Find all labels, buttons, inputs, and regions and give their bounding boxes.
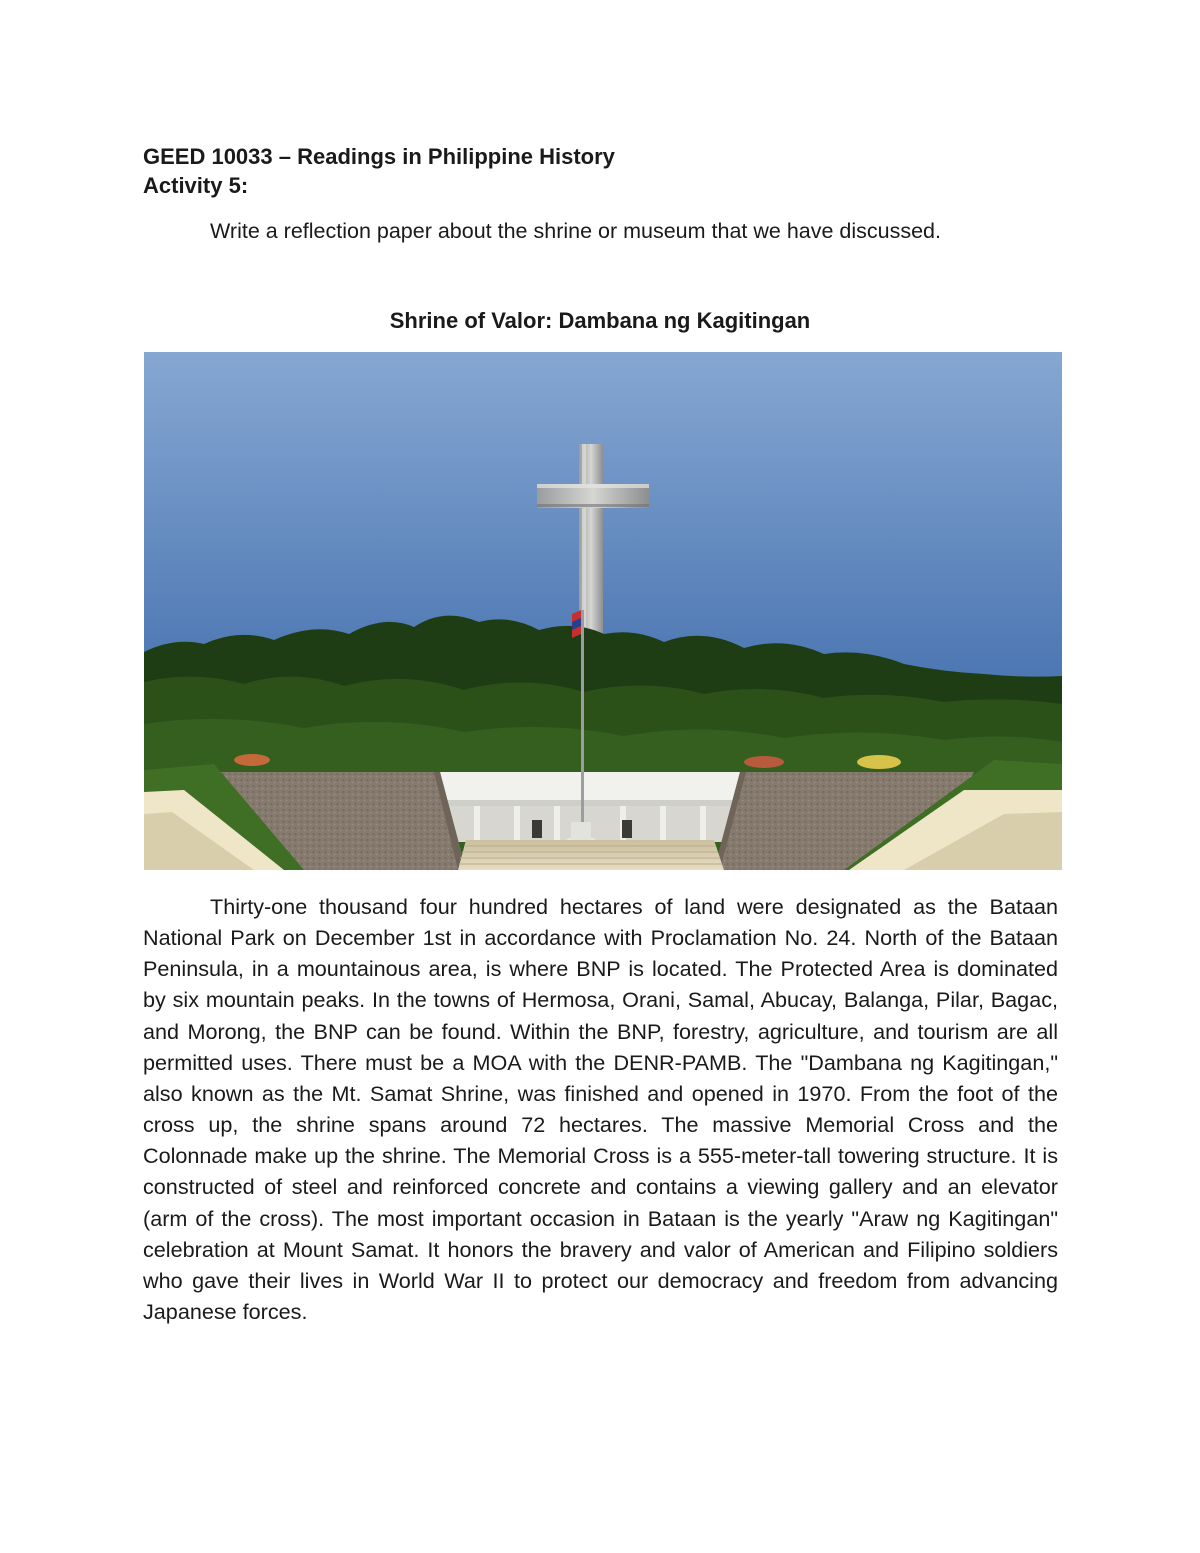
instruction-text: Write a reflection paper about the shrine or museum that we have discussed. xyxy=(210,219,941,243)
essay-title: Shrine of Valor: Dambana ng Kagitingan xyxy=(389,308,811,333)
stairs xyxy=(458,840,724,870)
activity-label: Activity 5: xyxy=(143,173,249,198)
essay-paragraph: Thirty-one thousand four hundred hectares of land were designated as the Bataan National Park on December 1st in accordance with Proclamation No. 24. North of the Bataan Peninsula, in a mountainous area, is where BNP is located. The Protected Area is dominated by six mountain peaks. In the towns of Hermosa, Orani, Samal, Abucay, Balanga, Pilar, Bagac, and Morong, the BNP can be found. Within the BNP, forestry, agriculture, and tourism are all permitted uses. There must be a MOA with the DENR-PAMB. The "Dambana ng Kagitingan," also known as the Mt. Samat Shrine, was finished and opened in 1970. From the foot of the cross up, the shrine spans around 72 hectares. The massive Memorial Cross and the Colonnade make up the shrine. The Memorial Cross is a 555-meter-tall towering structure. It is constructed of steel and reinforced concrete and contains a viewing gallery and an elevator (arm of the cross). The most important occasion in Bataan is the yearly "Araw ng Kagitingan" celebration at Mount Samat. It honors the bravery and valor of American and Filipino soldiers who gave their lives in World War II to protect our democracy and freedom from advancing Japanese forces. xyxy=(143,894,1058,1325)
shrine-photo xyxy=(144,352,1062,870)
course-title: GEED 10033 – Readings in Philippine History xyxy=(143,144,615,169)
